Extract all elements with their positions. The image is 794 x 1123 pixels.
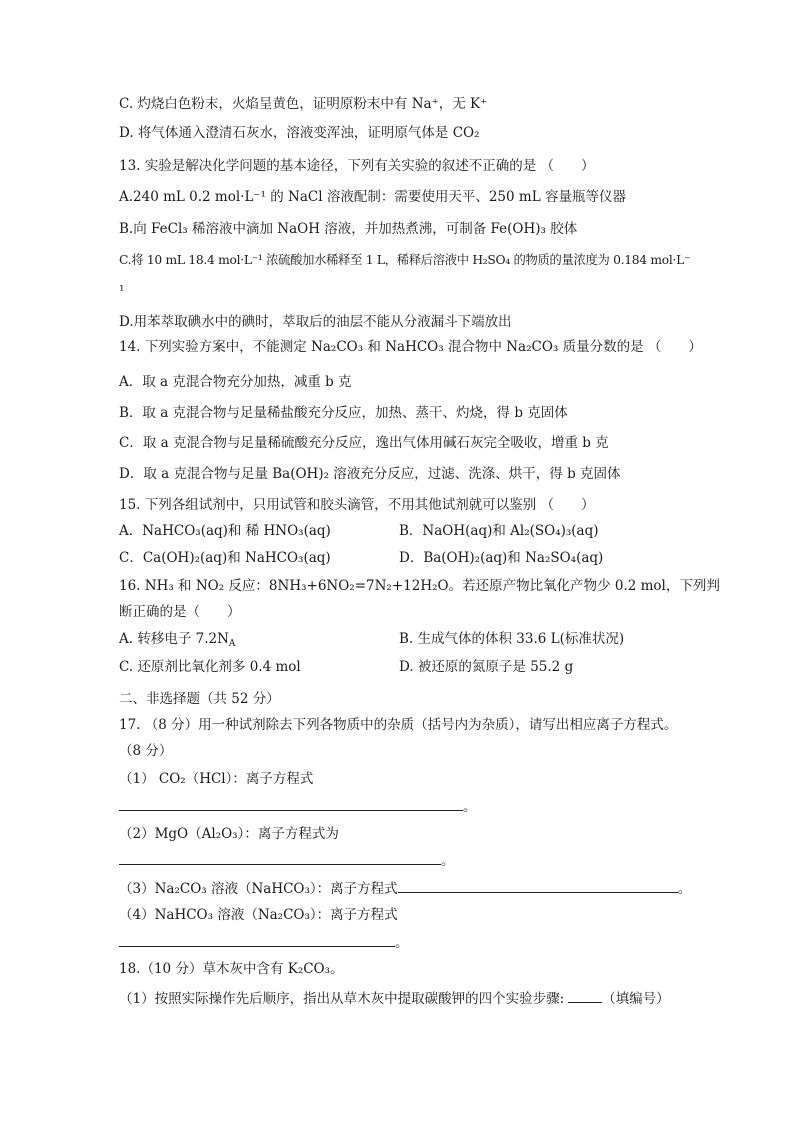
q17-part-2-answer <box>119 850 455 870</box>
period: 。 <box>441 853 455 869</box>
q17-part-1-answer <box>119 796 477 816</box>
q15-option-c: C．Ca(OH)₂(aq)和 NaHCO₃(aq) <box>119 550 331 566</box>
q13-option-a: A.240 mL 0.2 mol·L⁻¹ 的 NaCl 溶液配制：需要使用天平、250 mL 容量瓶等仪器 <box>119 189 626 205</box>
question-18: 18.（10 分）草木灰中含有 K₂CO₃。 <box>119 961 344 977</box>
question-15: 15. 下列各组试剂中，只用试管和胶头滴管，不用其他试剂就可以鉴别 （ ） <box>119 497 595 513</box>
question-17: 17. （8 分）用一种试剂除去下列各物质中的杂质（括号内为杂质），请写出相应离子方程式。 <box>119 717 678 733</box>
q18-part-1-text: （1）按照实际操作先后顺序，指出从草木灰中提取碳酸钾的四个实验步骤: <box>119 991 565 1007</box>
q13-option-c: C.将 10 mL 18.4 mol·L⁻¹ 浓硫酸加水稀释至 1 L，稀释后溶液中 H₂SO₄ 的物质的量浓度为 0.184 mol·L⁻ <box>119 253 691 267</box>
period: 。 <box>677 881 692 897</box>
q17-part-3-text: （3）Na₂CO₃ 溶液（NaHCO₃）：离子方程式 <box>119 881 398 897</box>
answer-blank[interactable] <box>119 932 395 947</box>
q18-part-1 <box>119 988 670 1008</box>
answer-blank[interactable] <box>119 796 463 811</box>
q14-option-b: B．取 a 克混合物与足量稀盐酸充分反应，加热、蒸干、灼烧，得 b 克固体 <box>119 405 568 421</box>
answer-blank[interactable] <box>568 988 602 1003</box>
question-16-cont: 断正确的是（ ） <box>119 604 241 620</box>
q16-option-a-text: A. 转移电子 7.2N <box>119 631 229 647</box>
question-13: 13. 实验是解决化学问题的基本途径，下列有关实验的叙述不正确的是 （ ） <box>119 158 595 174</box>
q17-part-1: （1） CO₂（HCl）：离子方程式 <box>119 771 314 787</box>
q14-option-d: D．取 a 克混合物与足量 Ba(OH)₂ 溶液充分反应，过滤、洗涤、烘干，得 b 克固体 <box>119 466 621 482</box>
q16-option-a-sub: A <box>228 639 236 649</box>
line-q12c: C. 灼烧白色粉末，火焰呈黄色，证明原粉末中有 Na⁺，无 K⁺ <box>119 96 488 112</box>
q14-option-a: A．取 a 克混合物充分加热，减重 b 克 <box>119 374 352 390</box>
q16-option-b: B. 生成气体的体积 33.6 L(标准状况) <box>399 631 625 647</box>
answer-blank[interactable] <box>398 878 678 893</box>
q13-option-b: B.向 FeCl₃ 稀溶液中滴加 NaOH 溶液，并加热煮沸，可制备 Fe(OH)₃ 胶体 <box>119 221 578 237</box>
q13-option-d: D.用苯萃取碘水中的碘时，萃取后的油层不能从分液漏斗下端放出 <box>119 314 512 330</box>
q18-part-1-note: （填编号） <box>602 991 670 1007</box>
answer-blank[interactable] <box>119 850 441 865</box>
q17-part-3 <box>119 878 691 898</box>
q14-option-c: C．取 a 克混合物与足量稀硫酸充分反应，逸出气体用碱石灰完全吸收，增重 b 克 <box>119 435 609 451</box>
q15-option-b: B．NaOH(aq)和 Al₂(SO₄)₃(aq) <box>399 523 599 539</box>
q15-option-d: D．Ba(OH)₂(aq)和 Na₂SO₄(aq) <box>399 550 604 566</box>
q16-option-a <box>119 630 235 648</box>
section-2-heading: 二、非选择题（共 52 分） <box>119 691 280 707</box>
period: 。 <box>463 799 477 815</box>
question-17-cont: （8 分） <box>119 743 173 759</box>
line-q12d: D. 将气体通入澄清石灰水，溶液变浑浊，证明原气体是 CO₂ <box>119 125 480 141</box>
question-16: 16. NH₃ 和 NO₂ 反应：8NH₃+6NO₂=7N₂+12H₂O。若还原产物比氧化产物少 0.2 mol，下列判 <box>119 578 720 594</box>
question-14: 14. 下列实验方案中，不能测定 Na₂CO₃ 和 NaHCO₃ 混合物中 Na₂CO₃ 质量分数的是 （ ） <box>119 339 702 355</box>
q17-part-4-answer <box>119 932 409 952</box>
q13-option-c-cont: ¹ <box>119 283 125 299</box>
q16-option-d: D. 被还原的氮原子是 55.2 g <box>399 659 574 675</box>
q16-option-c: C. 还原剂比氧化剂多 0.4 mol <box>119 659 301 675</box>
q17-part-4: （4）NaHCO₃ 溶液（Na₂CO₃）：离子方程式 <box>119 907 398 923</box>
q15-option-a: A．NaHCO₃(aq)和 稀 HNO₃(aq) <box>119 523 331 539</box>
period: 。 <box>395 935 409 951</box>
q17-part-2: （2）MgO（Al₂O₃）：离子方程式为 <box>119 826 339 842</box>
